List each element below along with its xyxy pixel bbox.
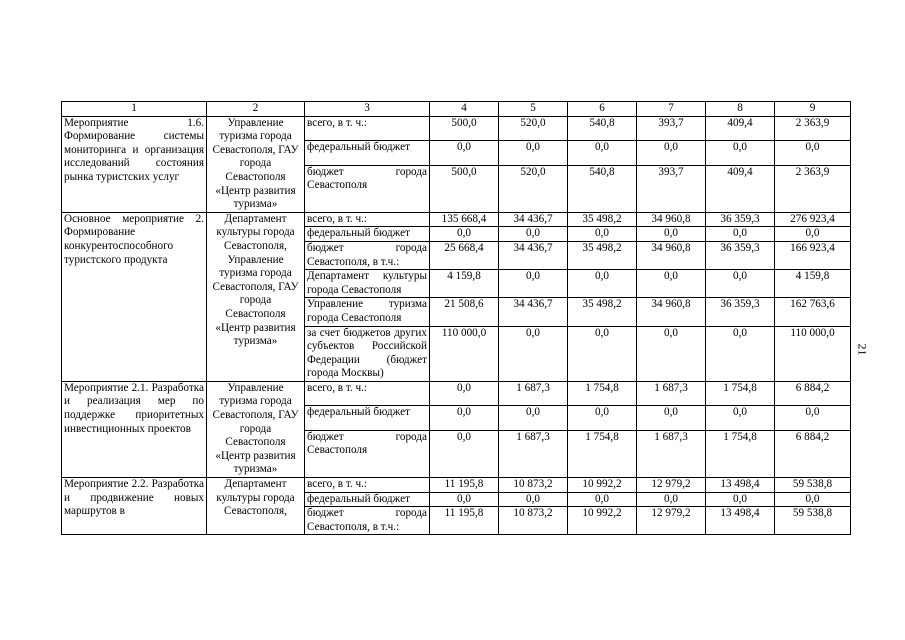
header-col-1: 1 <box>62 102 207 117</box>
amount-cell: 0,0 <box>568 492 637 507</box>
amount-cell: 0,0 <box>499 492 568 507</box>
responsible-cell: Департамент культуры города Севастополя, Управление туризма города Севастополя, ГАУ города Севастополя «Центр развития туризма» <box>207 212 305 381</box>
amount-cell: 35 498,2 <box>568 241 637 269</box>
amount-cell: 0,0 <box>637 141 706 165</box>
funding-source-cell: федеральный бюджет <box>305 141 430 165</box>
funding-source-cell: всего, в т. ч.: <box>305 478 430 493</box>
funding-source-cell: бюджет города Севастополя, в т.ч.: <box>305 507 430 535</box>
amount-cell: 409,4 <box>706 116 775 140</box>
amount-cell: 1 687,3 <box>637 381 706 405</box>
funding-source-cell: федеральный бюджет <box>305 227 430 242</box>
header-col-5: 5 <box>499 102 568 117</box>
amount-cell: 409,4 <box>706 165 775 212</box>
header-col-8: 8 <box>706 102 775 117</box>
amount-cell: 0,0 <box>637 406 706 430</box>
amount-cell: 10 992,2 <box>568 507 637 535</box>
amount-cell: 59 538,8 <box>775 478 851 493</box>
measure-name-cell: Мероприятие 2.2. Разработка и продвижение новых маршрутов в <box>62 478 207 535</box>
amount-cell: 12 979,2 <box>637 478 706 493</box>
amount-cell: 0,0 <box>568 141 637 165</box>
amount-cell: 110 000,0 <box>775 326 851 381</box>
amount-cell: 110 000,0 <box>430 326 499 381</box>
amount-cell: 6 884,2 <box>775 381 851 405</box>
amount-cell: 166 923,4 <box>775 241 851 269</box>
amount-cell: 1 687,3 <box>499 430 568 477</box>
amount-cell: 0,0 <box>430 492 499 507</box>
amount-cell: 135 668,4 <box>430 212 499 227</box>
amount-cell: 0,0 <box>775 141 851 165</box>
amount-cell: 0,0 <box>430 141 499 165</box>
header-col-2: 2 <box>207 102 305 117</box>
amount-cell: 0,0 <box>499 270 568 298</box>
amount-cell: 0,0 <box>775 492 851 507</box>
amount-cell: 36 359,3 <box>706 212 775 227</box>
amount-cell: 0,0 <box>637 326 706 381</box>
amount-cell: 1 687,3 <box>499 381 568 405</box>
amount-cell: 0,0 <box>430 227 499 242</box>
amount-cell: 0,0 <box>706 141 775 165</box>
amount-cell: 36 359,3 <box>706 241 775 269</box>
amount-cell: 11 195,8 <box>430 478 499 493</box>
amount-cell: 21 508,6 <box>430 298 499 326</box>
header-col-7: 7 <box>637 102 706 117</box>
funding-source-cell: за счет бюджетов других субъектов Российской Федерации (бюджет города Москвы) <box>305 326 430 381</box>
amount-cell: 1 754,8 <box>706 381 775 405</box>
amount-cell: 1 687,3 <box>637 430 706 477</box>
amount-cell: 0,0 <box>706 227 775 242</box>
table-row <box>62 478 851 493</box>
amount-cell: 1 754,8 <box>568 430 637 477</box>
measure-name-cell: Мероприятие 1.6. Формирование системы мониторинга и организация исследований состояния рынка туристских услуг <box>62 116 207 212</box>
measure-name-cell: Мероприятие 2.1. Разработка и реализация мер по поддержке приоритетных инвестиционных проектов <box>62 381 207 477</box>
amount-cell: 34 436,7 <box>499 212 568 227</box>
funding-source-cell: бюджет города Севастополя <box>305 430 430 477</box>
funding-source-cell: федеральный бюджет <box>305 406 430 430</box>
amount-cell: 0,0 <box>568 270 637 298</box>
amount-cell: 35 498,2 <box>568 212 637 227</box>
amount-cell: 540,8 <box>568 165 637 212</box>
funding-source-cell: федеральный бюджет <box>305 492 430 507</box>
amount-cell: 6 884,2 <box>775 430 851 477</box>
amount-cell: 34 436,7 <box>499 298 568 326</box>
amount-cell: 34 436,7 <box>499 241 568 269</box>
table-body <box>62 116 851 535</box>
amount-cell: 0,0 <box>430 381 499 405</box>
table-row <box>62 116 851 140</box>
funding-source-cell: Управление туризма города Севастополя <box>305 298 430 326</box>
amount-cell: 2 363,9 <box>775 165 851 212</box>
table-row <box>62 381 851 405</box>
table-row <box>62 212 851 227</box>
amount-cell: 0,0 <box>499 326 568 381</box>
page-number: 21 <box>855 343 870 356</box>
amount-cell: 59 538,8 <box>775 507 851 535</box>
amount-cell: 11 195,8 <box>430 507 499 535</box>
amount-cell: 0,0 <box>706 270 775 298</box>
amount-cell: 0,0 <box>499 406 568 430</box>
amount-cell: 0,0 <box>775 227 851 242</box>
amount-cell: 500,0 <box>430 165 499 212</box>
amount-cell: 393,7 <box>637 116 706 140</box>
amount-cell: 1 754,8 <box>568 381 637 405</box>
measure-name-cell: Основное мероприятие 2. Формирование конкурентоспособного туристского продукта <box>62 212 207 381</box>
amount-cell: 34 960,8 <box>637 298 706 326</box>
amount-cell: 162 763,6 <box>775 298 851 326</box>
amount-cell: 1 754,8 <box>706 430 775 477</box>
header-col-4: 4 <box>430 102 499 117</box>
funding-source-cell: Департамент культуры города Севастополя <box>305 270 430 298</box>
amount-cell: 520,0 <box>499 165 568 212</box>
amount-cell: 12 979,2 <box>637 507 706 535</box>
amount-cell: 500,0 <box>430 116 499 140</box>
amount-cell: 0,0 <box>430 406 499 430</box>
funding-source-cell: всего, в т. ч.: <box>305 381 430 405</box>
amount-cell: 10 992,2 <box>568 478 637 493</box>
amount-cell: 10 873,2 <box>499 478 568 493</box>
amount-cell: 34 960,8 <box>637 241 706 269</box>
funding-source-cell: бюджет города Севастополя, в т.ч.: <box>305 241 430 269</box>
amount-cell: 4 159,8 <box>430 270 499 298</box>
amount-cell: 0,0 <box>499 141 568 165</box>
amount-cell: 0,0 <box>637 227 706 242</box>
amount-cell: 13 498,4 <box>706 507 775 535</box>
responsible-cell: Управление туризма города Севастополя, ГАУ города Севастополя «Центр развития туризма» <box>207 381 305 477</box>
amount-cell: 0,0 <box>637 492 706 507</box>
responsible-cell: Департамент культуры города Севастополя, <box>207 478 305 535</box>
amount-cell: 0,0 <box>706 406 775 430</box>
amount-cell: 0,0 <box>430 430 499 477</box>
amount-cell: 540,8 <box>568 116 637 140</box>
amount-cell: 393,7 <box>637 165 706 212</box>
header-col-6: 6 <box>568 102 637 117</box>
amount-cell: 0,0 <box>706 492 775 507</box>
funding-source-cell: всего, в т. ч.: <box>305 212 430 227</box>
amount-cell: 0,0 <box>637 270 706 298</box>
amount-cell: 35 498,2 <box>568 298 637 326</box>
funding-source-cell: бюджет города Севастополя <box>305 165 430 212</box>
amount-cell: 25 668,4 <box>430 241 499 269</box>
amount-cell: 34 960,8 <box>637 212 706 227</box>
header-col-3: 3 <box>305 102 430 117</box>
amount-cell: 2 363,9 <box>775 116 851 140</box>
amount-cell: 0,0 <box>568 227 637 242</box>
amount-cell: 0,0 <box>499 227 568 242</box>
amount-cell: 36 359,3 <box>706 298 775 326</box>
amount-cell: 10 873,2 <box>499 507 568 535</box>
amount-cell: 13 498,4 <box>706 478 775 493</box>
funding-source-cell: всего, в т. ч.: <box>305 116 430 140</box>
amount-cell: 0,0 <box>568 406 637 430</box>
responsible-cell: Управление туризма города Севастополя, ГАУ города Севастополя «Центр развития туризма» <box>207 116 305 212</box>
header-row <box>62 102 851 117</box>
amount-cell: 0,0 <box>775 406 851 430</box>
amount-cell: 0,0 <box>568 326 637 381</box>
amount-cell: 0,0 <box>706 326 775 381</box>
page-bottom-margin <box>0 628 905 640</box>
amount-cell: 4 159,8 <box>775 270 851 298</box>
header-col-9: 9 <box>775 102 851 117</box>
funding-table <box>61 101 851 535</box>
amount-cell: 276 923,4 <box>775 212 851 227</box>
amount-cell: 520,0 <box>499 116 568 140</box>
